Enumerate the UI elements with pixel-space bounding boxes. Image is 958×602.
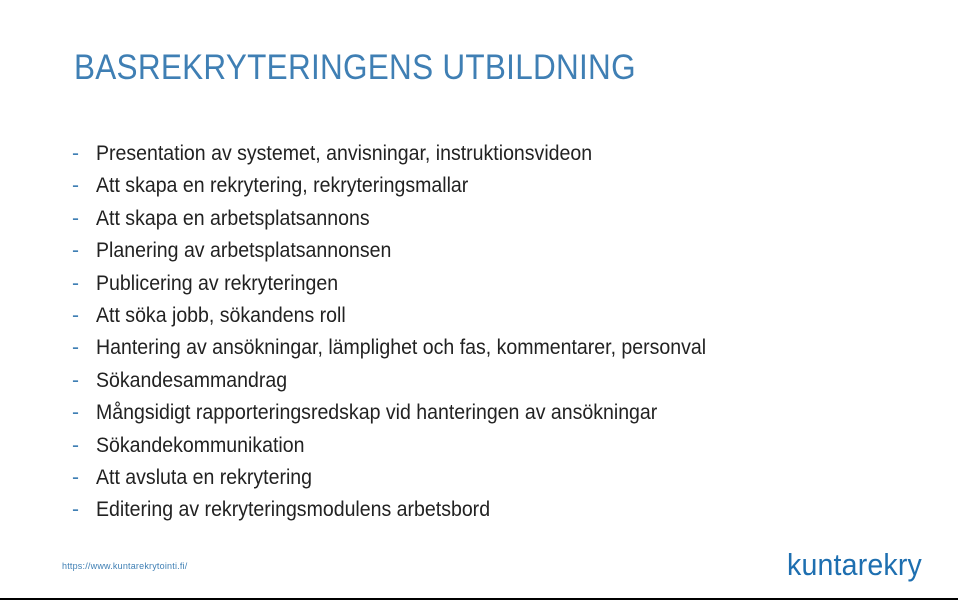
bullet-dash: - [72,465,79,489]
list-item [72,397,752,429]
kuntarekry-logo: kuntarekry [787,547,922,582]
footer-url-link[interactable]: https://www.kuntarekrytointi.fi/ [62,561,188,571]
bullet-text: Presentation av systemet, anvisningar, instruktionsvideon [96,142,593,165]
bullet-dash: - [72,206,79,230]
bottom-divider [0,598,958,600]
bullet-text: Att avsluta en rekrytering [96,465,313,489]
list-item [72,430,752,462]
list-item [72,494,752,526]
bullet-dash: - [72,239,79,263]
bullet-text: Mångsidigt rapporteringsredskap vid hanteringen av ansökningar [96,401,658,425]
list-item [72,170,752,202]
list-item [72,300,752,332]
bullet-text: Sökandekommunikation [96,433,305,457]
bullet-dash: - [72,433,79,457]
list-item [72,268,752,300]
list-item [72,365,752,397]
list-item [72,235,752,267]
bullet-dash: - [72,368,79,392]
list-item [72,138,752,170]
bullet-text: Hantering av ansökningar, lämplighet och fas, kommentarer, personval [96,336,707,360]
bullet-dash: - [72,271,79,295]
bullet-dash: - [72,174,79,198]
bullet-dash: - [72,401,79,425]
list-item [72,462,752,494]
bullet-text: Att skapa en arbetsplatsannons [96,206,370,230]
bullet-text: Att söka jobb, sökandens roll [96,303,346,327]
bullet-dash: - [72,142,79,165]
list-item [72,203,752,235]
slide-title: BASREKRYTERINGENS UTBILDNING [74,48,636,87]
bullet-dash: - [72,303,79,327]
bullet-text: Planering av arbetsplatsannonsen [96,239,392,263]
bullet-list [72,138,752,527]
bullet-text: Publicering av rekryteringen [96,271,339,295]
bullet-text: Editering av rekryteringsmodulens arbetsbord [96,498,491,522]
bullet-text: Att skapa en rekrytering, rekryteringsmallar [96,174,469,198]
list-item [72,332,752,364]
bullet-text: Sökandesammandrag [96,368,288,392]
bullet-dash: - [72,498,79,522]
bullet-dash: - [72,336,79,360]
